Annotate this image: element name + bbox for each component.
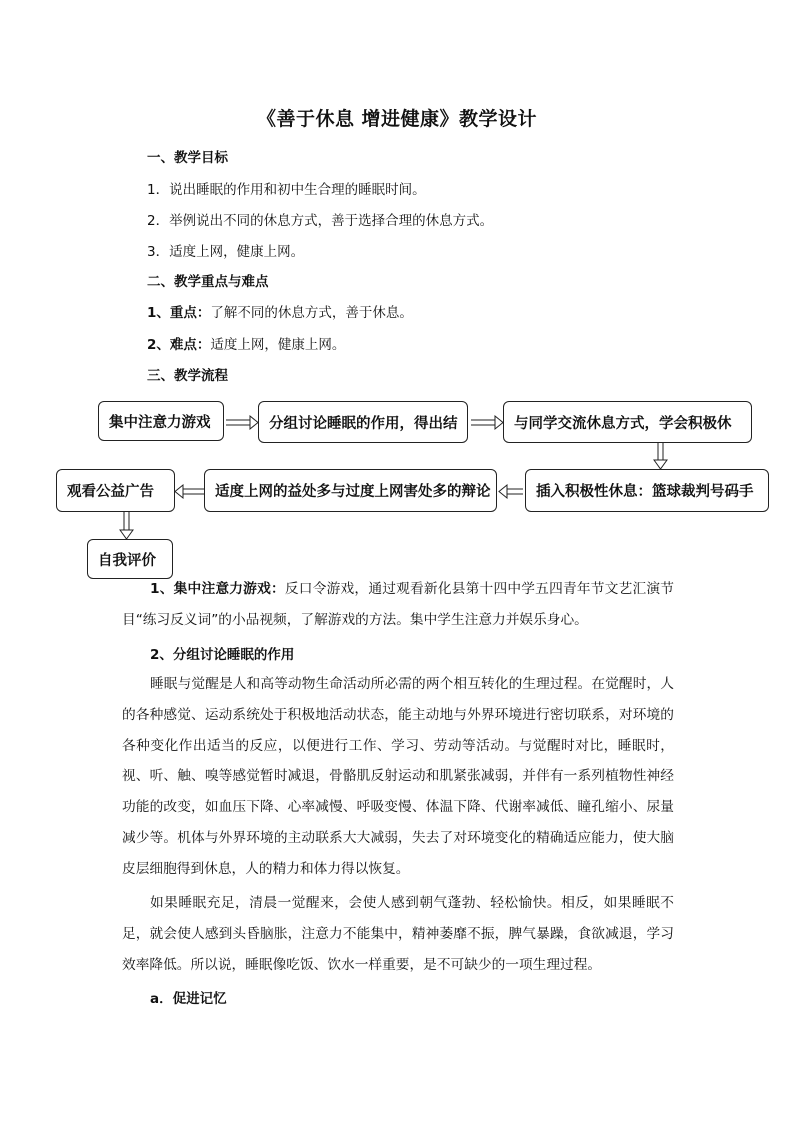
paragraph-sufficient-sleep: 如果睡眠充足，清晨一觉醒来，会使人感到朝气蓬勃、轻松愉快。相反，如果睡眠不足，就会使人感到头昏脑胀，注意力不能集中，精神萎靡不振，脾气暴躁，食欲减退，学习效率降低。所以说，睡眠像吃饭、饮水一样重要，是不可缺少的一项生理过程。 xyxy=(122,895,674,973)
key-point-text: 了解不同的休息方式，善于休息。 xyxy=(210,305,413,321)
paragraph-game xyxy=(122,574,674,636)
goal-item-1: 1．说出睡眠的作用和初中生合理的睡眠时间。 xyxy=(147,182,426,198)
goal-item-2: 2．举例说出不同的休息方式，善于选择合理的休息方式。 xyxy=(147,213,494,229)
arrow-4-5 xyxy=(499,485,523,498)
page-title: 《善于休息 增进健康》教学设计 xyxy=(256,108,538,130)
flow-heading: 三、教学流程 xyxy=(147,368,228,384)
flow-step-5: 适度上网的益处多与过度上网害处多的辩论 xyxy=(204,469,497,512)
difficult-point-label: 2、难点： xyxy=(147,337,211,353)
flow-step-4: 插入积极性休息：篮球裁判号码手 xyxy=(525,469,769,512)
paragraph-game-label: 1、集中注意力游戏： xyxy=(150,581,285,597)
paragraph-game-text: 反口令游戏，通过观看新化县第十四中学五四青年节文艺汇演节目“练习反义词”的小品视频，了解游戏的方法。集中学生注意力并娱乐身心。 xyxy=(122,581,674,628)
flow-step-6: 观看公益广告 xyxy=(56,469,175,512)
paragraph-sleep: 睡眠与觉醒是人和高等动物生命活动所必需的两个相互转化的生理过程。在觉醒时，人的各种感觉、运动系统处于积极地活动状态，能主动地与外界环境进行密切联系，对环境的各种变化作出适当的反应，以便进行工作、学习、劳动等活动。与觉醒时对比，睡眠时，视、听、触、嗅等感觉暂时减退，骨骼肌反射运动和肌紧张减弱，并伴有一系列植物性神经功能的改变，如血压下降、心率减慢、呼吸变慢、体温下降、代谢率减低、瞳孔缩小、尿量减少等。机体与外界环境的主动联系大大减弱，失去了对环境变化的精确适应能力，使大脑皮层细胞得到休息，人的精力和体力得以恢复。 xyxy=(122,676,674,877)
difficult-point-text: 适度上网，健康上网。 xyxy=(210,337,346,353)
section-heading-sleep: 2、分组讨论睡眠的作用 xyxy=(150,647,295,663)
arrow-3-4 xyxy=(654,443,667,469)
goals-heading: 一、教学目标 xyxy=(147,150,228,166)
arrow-1-2 xyxy=(226,416,258,429)
key-point-label: 1、重点： xyxy=(147,305,211,321)
flow-step-1: 集中注意力游戏 xyxy=(98,401,224,441)
flow-step-3: 与同学交流休息方式，学会积极休 xyxy=(503,401,752,443)
arrow-6-7 xyxy=(120,512,133,539)
subheading-memory: a．促进记忆 xyxy=(150,991,227,1007)
arrow-2-3 xyxy=(471,416,503,429)
flow-step-7: 自我评价 xyxy=(87,539,173,579)
flow-step-2: 分组讨论睡眠的作用，得出结 xyxy=(258,401,468,443)
key-heading: 二、教学重点与难点 xyxy=(147,274,269,290)
goal-item-3: 3．适度上网，健康上网。 xyxy=(147,244,305,260)
arrow-5-6 xyxy=(175,485,204,498)
